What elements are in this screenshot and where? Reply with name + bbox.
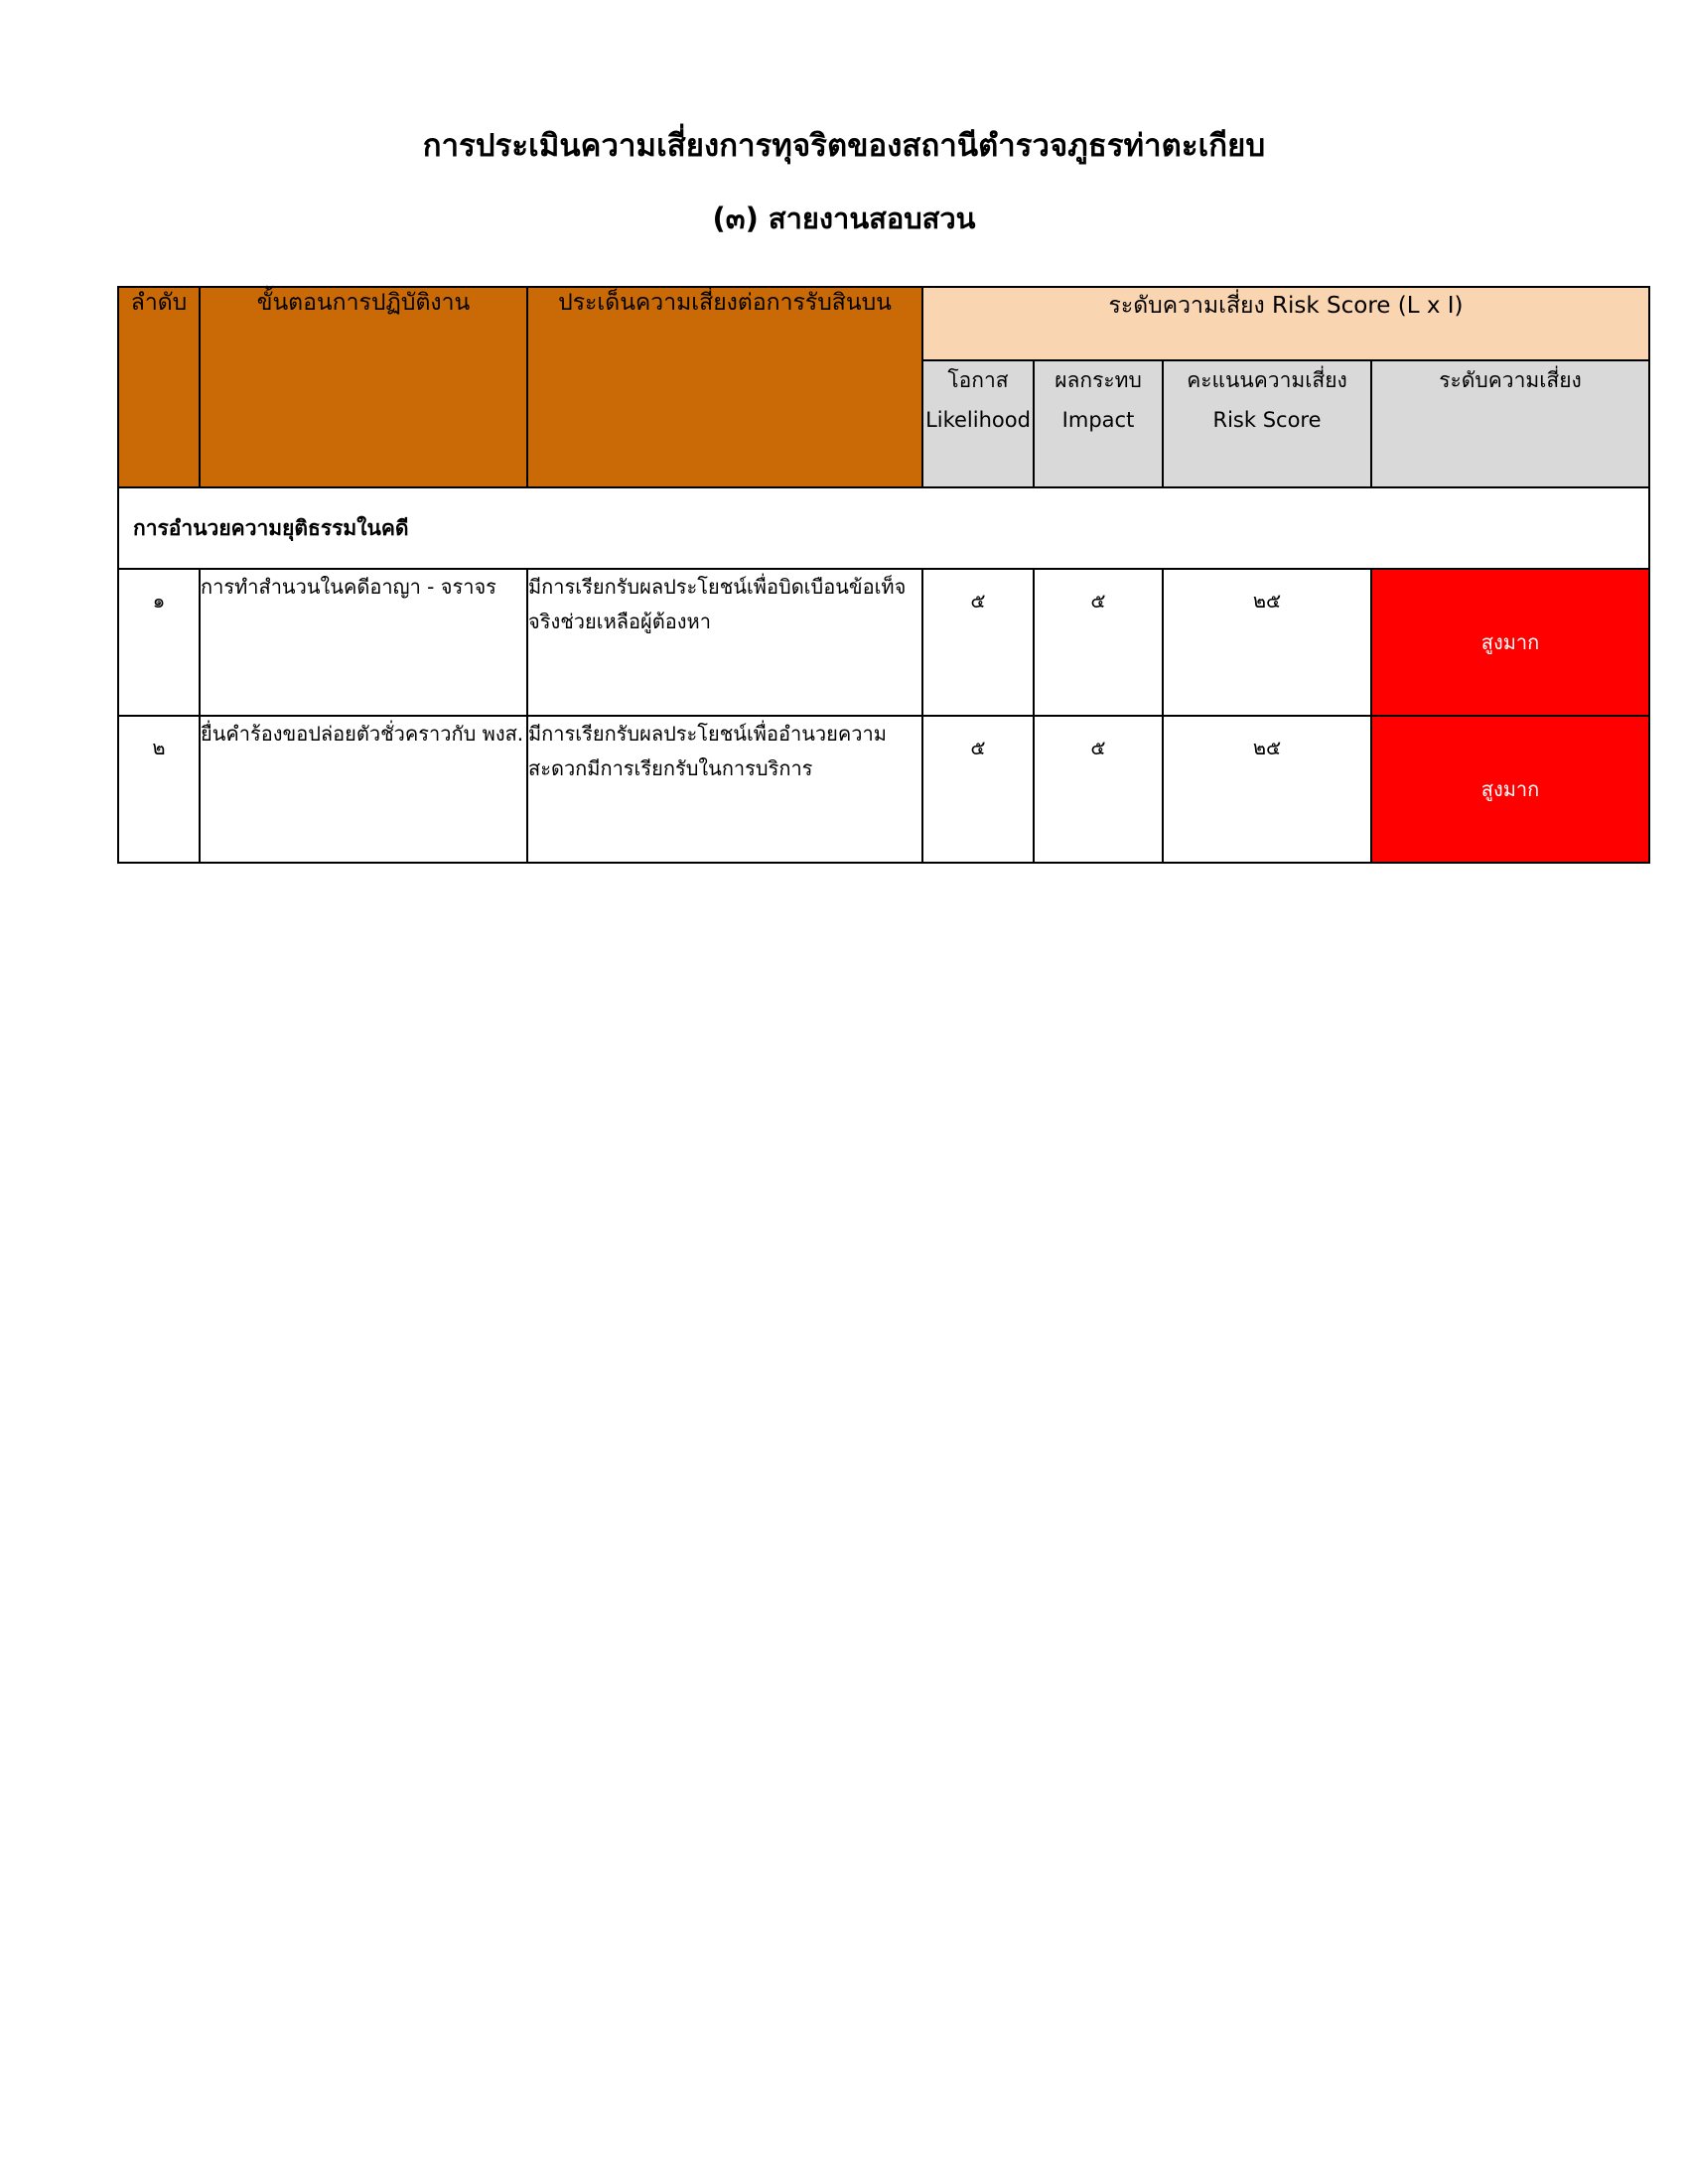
cell-process-step: ยื่นคำร้องขอปล่อยตัวชั่วคราวกับ พงส. — [200, 716, 527, 863]
table-row — [118, 716, 1649, 863]
column-header-impact-en: Impact — [1061, 407, 1135, 432]
cell-sequence: ๒ — [118, 716, 200, 863]
column-header-impact-th: ผลกระทบ — [1055, 368, 1142, 392]
section-header-label: การอำนวยความยุติธรรมในคดี — [118, 487, 1649, 569]
column-header-risk-score-group: ระดับความเสี่ยง Risk Score (L x I) — [922, 287, 1649, 360]
table-row — [118, 569, 1649, 716]
risk-assessment-table — [117, 286, 1650, 864]
page-title: การประเมินความเสี่ยงการทุจริตของสถานีตำรวจภูธรท่าตะเกียบ — [422, 128, 1266, 164]
cell-impact: ๕ — [1034, 716, 1163, 863]
cell-impact: ๕ — [1034, 569, 1163, 716]
column-header-process-step: ขั้นตอนการปฏิบัติงาน — [200, 287, 527, 487]
cell-process-step: การทำสำนวนในคดีอาญา - จราจร — [200, 569, 527, 716]
column-header-risk-level — [1371, 360, 1649, 487]
cell-risk-issue: มีการเรียกรับผลประโยชน์เพื่อบิดเบือนข้อเท็จจริงช่วยเหลือผู้ต้องหา — [527, 569, 922, 716]
column-header-likelihood-en: Likelihood — [925, 407, 1031, 432]
column-header-likelihood-th: โอกาส — [947, 368, 1009, 392]
table-header — [118, 287, 1649, 487]
column-header-risk-issue: ประเด็นความเสี่ยงต่อการรับสินบน — [527, 287, 922, 487]
cell-likelihood: ๕ — [922, 569, 1034, 716]
page-subtitle: (๓) สายงานสอบสวน — [712, 202, 976, 235]
column-header-risk-level-th: ระดับความเสี่ยง — [1439, 368, 1582, 392]
cell-risk-issue: มีการเรียกรับผลประโยชน์เพื่ออำนวยความสะดวกมีการเรียกรับในการบริการ — [527, 716, 922, 863]
cell-risk-score: ๒๕ — [1163, 569, 1371, 716]
cell-risk-score: ๒๕ — [1163, 716, 1371, 863]
column-header-impact — [1034, 360, 1163, 487]
column-header-risk-score-en: Risk Score — [1212, 407, 1322, 432]
section-header-row — [118, 487, 1649, 569]
column-header-risk-score-th: คะแนนความเสี่ยง — [1187, 368, 1347, 392]
cell-risk-level-badge: สูงมาก — [1371, 569, 1649, 716]
cell-risk-level-badge: สูงมาก — [1371, 716, 1649, 863]
column-header-likelihood — [922, 360, 1034, 487]
column-header-risk-score — [1163, 360, 1371, 487]
cell-sequence: ๑ — [118, 569, 200, 716]
table-body — [118, 487, 1649, 863]
cell-likelihood: ๕ — [922, 716, 1034, 863]
table-header-row-group — [118, 287, 1649, 360]
column-header-sequence: ลำดับ — [118, 287, 200, 487]
